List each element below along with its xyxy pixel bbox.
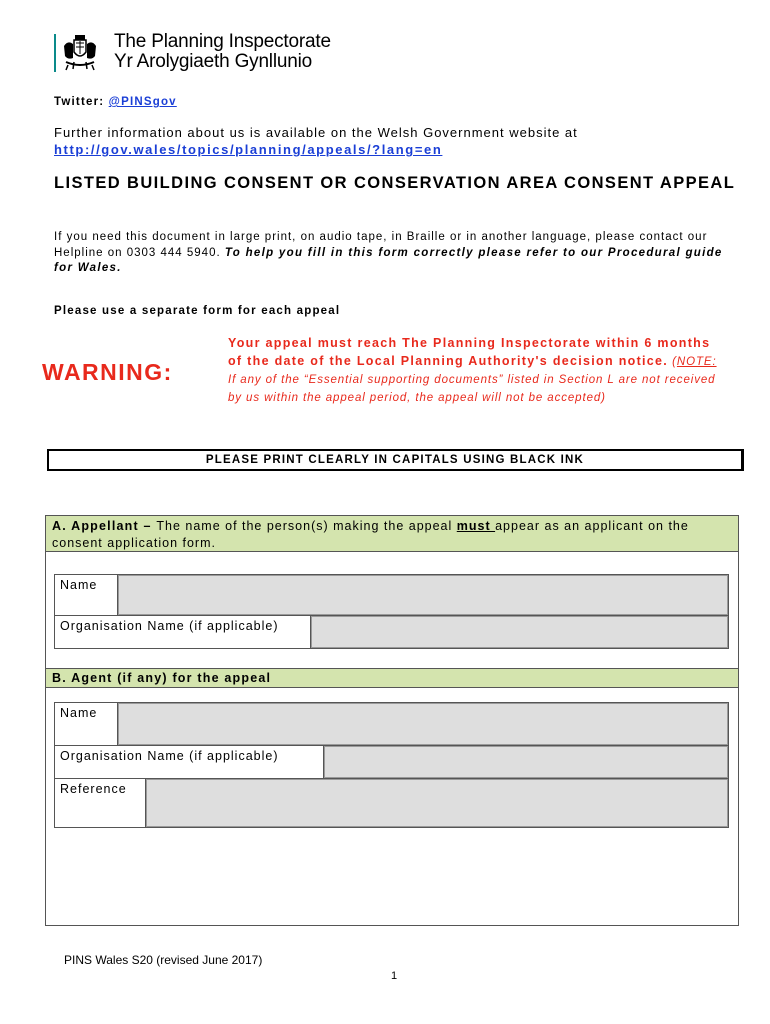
agent-org-field[interactable]	[324, 746, 728, 778]
section-a-text1: The name of the person(s) making the appeal	[156, 519, 457, 533]
section-b-label: B. Agent (if any) for the appeal	[52, 671, 272, 685]
agent-reference-row	[54, 778, 729, 828]
twitter-line	[54, 96, 177, 108]
print-notice-box: PLEASE PRINT CLEARLY IN CAPITALS USING BLACK INK	[47, 449, 744, 471]
appellant-name-label: Name	[55, 575, 118, 615]
separate-form-note: Please use a separate form for each appeal	[54, 305, 341, 317]
warning-note-text: If any of the “Essential supporting documents” listed in Section L are not received by us within the appeal period, the appeal will not be accepted)	[228, 374, 716, 404]
page-number: 1	[391, 970, 398, 982]
agent-org-label: Organisation Name (if applicable)	[55, 746, 324, 778]
appellant-name-row	[54, 574, 729, 616]
agent-name-row	[54, 702, 729, 746]
logo-divider	[54, 34, 56, 72]
warning-label: WARNING:	[42, 359, 173, 385]
appellant-name-field[interactable]	[118, 575, 728, 615]
section-a-must: must	[456, 519, 496, 533]
agent-name-field[interactable]	[118, 703, 728, 745]
further-info-text: Further information about us is available on the Welsh Government website at	[54, 125, 578, 140]
appellant-org-row	[54, 615, 729, 649]
agent-name-label: Name	[55, 703, 118, 745]
section-a-label: A. Appellant	[52, 519, 139, 533]
org-name-welsh: Yr Arolygiaeth Gynllunio	[114, 51, 312, 72]
section-a-header	[46, 516, 738, 552]
warning-strong: Your appeal must reach The Planning Inspectorate within 6 months of the date of the Local Planning Authority's decision notice.	[228, 336, 711, 368]
intro-emphasis: To help you fill in this form correctly please refer to our Procedural guide for Wales.	[54, 246, 723, 274]
appellant-org-field[interactable]	[311, 616, 728, 648]
form-container	[45, 515, 739, 926]
warning-text	[228, 334, 728, 406]
agent-reference-field[interactable]	[146, 779, 728, 827]
org-name-english: The Planning Inspectorate	[114, 31, 331, 52]
intro-paragraph	[54, 230, 744, 277]
twitter-label: Twitter:	[54, 96, 109, 108]
agent-org-row	[54, 745, 729, 779]
further-info	[54, 124, 734, 158]
section-a-text2: appear as an applicant on the consent application form.	[52, 519, 689, 550]
section-b-header	[46, 668, 738, 688]
form-reference: PINS Wales S20 (revised June 2017)	[64, 953, 263, 967]
logo	[54, 30, 354, 74]
intro-text: If you need this document in large print, on audio tape, in Braille or in another language, please contact our Helpline on 0303 444 5940.	[54, 231, 708, 259]
form-title: LISTED BUILDING CONSENT OR CONSERVATION AREA CONSENT APPEAL	[54, 174, 736, 192]
appellant-org-label: Organisation Name (if applicable)	[55, 616, 311, 648]
section-a-dash: –	[138, 519, 157, 533]
welsh-government-link[interactable]: http://gov.wales/topics/planning/appeals/?lang=en	[54, 142, 443, 157]
agent-reference-label: Reference	[55, 779, 146, 827]
royal-coat-of-arms-icon	[60, 32, 100, 72]
warning-note-label: NOTE:	[676, 356, 717, 368]
warning-note-open: (	[668, 356, 677, 368]
twitter-handle-link[interactable]: @PINSgov	[108, 96, 177, 108]
